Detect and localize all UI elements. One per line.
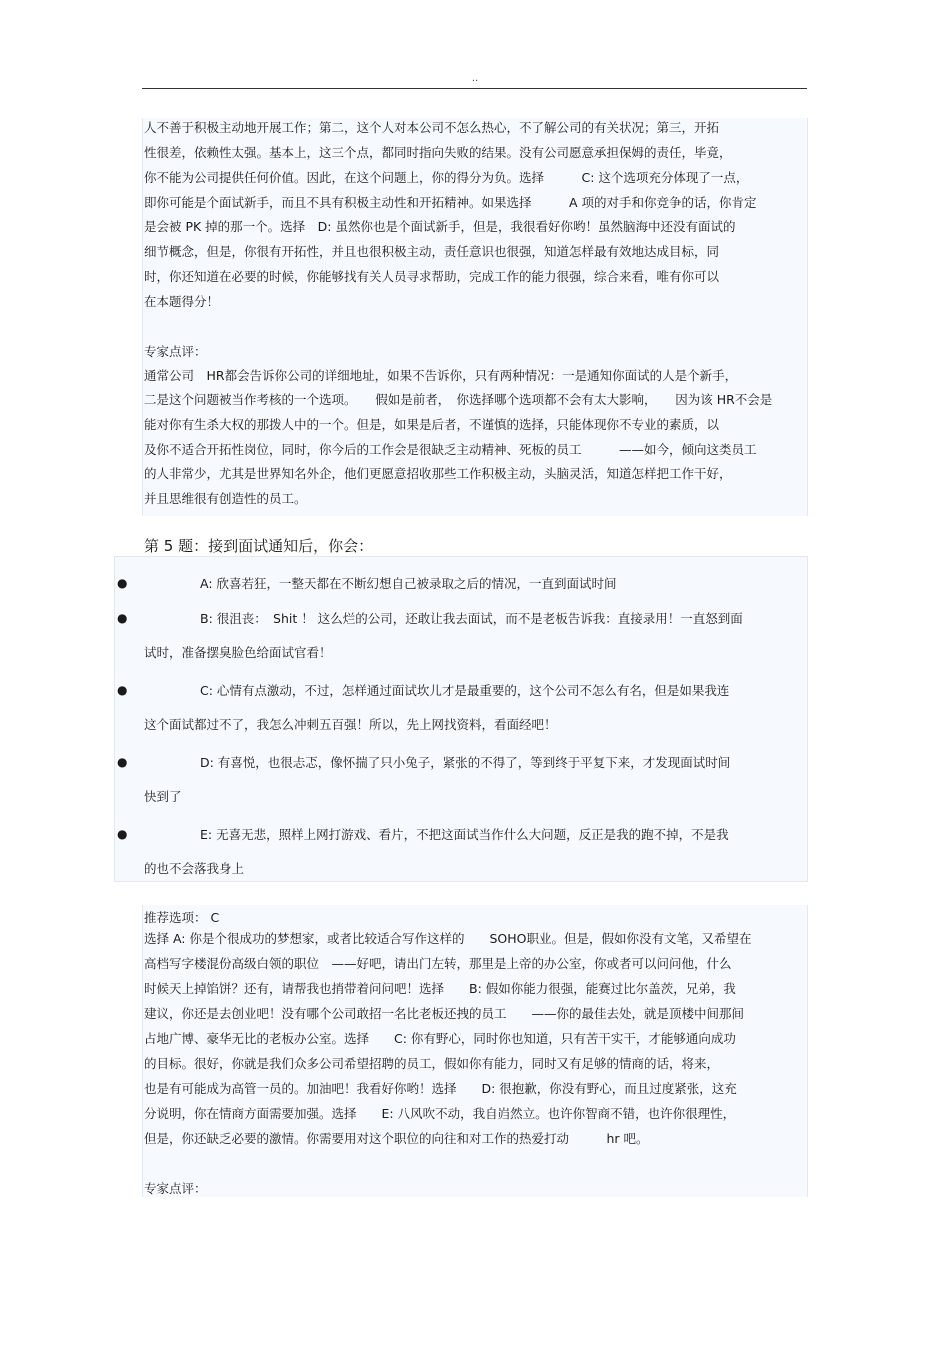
expert-comment-label: 专家点评： (144, 344, 207, 359)
option-d-continuation: 快到了 (144, 789, 182, 804)
bullet-icon: ● (117, 683, 128, 697)
analysis-line: 即你可能是个面试新手，而且不具有积极主动性和开拓精神。如果选择 A 项的对手和你竞争的话，你肯定 (144, 195, 757, 210)
recommendation-line: 也是有可能成为高管一员的。加油吧！我看好你哟！选择 D: 很抱歉，你没有野心，而且过度紧张，这充 (144, 1081, 737, 1096)
expert-comment-line: 能对你有生杀大权的那拨人中的一个。但是，如果是后者，不谨慎的选择，只能体现你不专业的素质，以 (144, 417, 720, 432)
recommendation-line: 的目标。很好，你就是我们众多公司希望招聘的员工，假如你有能力，同时又有足够的情商的话，将来， (144, 1056, 720, 1071)
option-b-text: B: 很沮丧： Shit ！ 这么烂的公司，还敢让我去面试，而不是老板告诉我：直接录用！一直怒到面 (200, 611, 743, 626)
header-rule (142, 88, 807, 89)
analysis-line: 细节概念，但是，你很有开拓性，并且也很积极主动，责任意识也很强，知道怎样最有效地达成目标，同 (144, 244, 720, 259)
bullet-icon: ● (117, 576, 128, 590)
bullet-icon: ● (117, 827, 128, 841)
question-title: 第 5 题：接到面试通知后，你会： (144, 537, 374, 555)
option-e-continuation: 的也不会落我身上 (144, 861, 245, 876)
recommendation-line: 高档写字楼混份高级白领的职位 ——好吧，请出门左转，那里是上帝的办公室，你或者可以问问他，什么 (144, 956, 732, 971)
bullet-icon: ● (117, 611, 128, 625)
recommendation-line: 选择 A: 你是个很成功的梦想家，或者比较适合写作这样的 SOHO职业。但是，假如你没有文笔，又希望在 (144, 931, 752, 946)
option-e-text: E: 无喜无悲，照样上网打游戏、看片，不把这面试当作什么大问题，反正是我的跑不掉，不是我 (200, 827, 729, 842)
option-b-continuation: 试时，准备摆臭脸色给面试官看！ (144, 645, 332, 660)
recommendation-block (142, 905, 808, 1197)
option-c-continuation: 这个面试都过不了，我怎么冲刺五百强！所以，先上网找资料，看面经吧！ (144, 717, 557, 732)
analysis-line: 你不能为公司提供任何价值。因此，在这个问题上，你的得分为负。选择 C: 这个选项充分体现了一点， (144, 170, 749, 185)
expert-comment-line: 的人非常少，尤其是世界知名外企，他们更愿意招收那些工作积极主动，头脑灵活，知道怎样把工作干好， (144, 466, 732, 481)
option-d-text: D: 有喜悦，也很忐忑，像怀揣了只小兔子，紧张的不得了，等到终于平复下来，才发现面试时间 (200, 755, 731, 770)
analysis-line: 是会被 PK 掉的那一个。选择 D: 虽然你也是个面试新手，但是，我很看好你哟！虽然脑海中还没有面试的 (144, 219, 736, 234)
expert-comment-line: 并且思维很有创造性的员工。 (144, 491, 307, 506)
recommendation-line: 时候天上掉馅饼？还有，请帮我也捎带着问问吧！选择 B: 假如你能力很强，能赛过比尔盖茨，兄弟，我 (144, 981, 736, 996)
expert-comment-line: 及你不适合开拓性岗位，同时，你今后的工作会是很缺乏主动精神、死板的员工 ——如今，倾向这类员工 (144, 442, 757, 457)
recommendation-line: 占地广博、豪华无比的老板办公室。选择 C: 你有野心，同时你也知道，只有苦干实干，才能够通向成功 (144, 1031, 736, 1046)
analysis-line: 在本题得分！ (144, 294, 220, 309)
expert-comment-label: 专家点评： (144, 1181, 207, 1196)
recommendation-line: 建议，你还是去创业吧！没有哪个公司敢招一名比老板还拽的员工 ——你的最佳去处，就是顶楼中间那间 (144, 1006, 745, 1021)
analysis-line: 人不善于积极主动地开展工作；第二，这个人对本公司不怎么热心，不了解公司的有关状况；第三，开拓 (144, 120, 720, 135)
analysis-line: 时，你还知道在必要的时候，你能够找有关人员寻求帮助，完成工作的能力很强，综合来看，唯有你可以 (144, 269, 720, 284)
recommendation-line: 分说明，你在情商方面需要加强。选择 E: 八风吹不动，我自岿然立。也许你智商不错，也许你很理性， (144, 1106, 736, 1121)
option-a-text: A: 欣喜若狂，一整天都在不断幻想自己被录取之后的情况，一直到面试时间 (200, 576, 617, 591)
analysis-line: 性很差，依赖性太强。基本上，这三个点，都同时指向失败的结果。没有公司愿意承担保姆的责任，毕竟， (144, 145, 732, 160)
recommendation-line: 但是，你还缺乏必要的激情。你需要用对这个职位的向往和对工作的热爱打动 hr 吧。 (144, 1131, 649, 1146)
bullet-icon: ● (117, 755, 128, 769)
recommended-option: 推荐选项： C (144, 910, 220, 925)
expert-comment-line: 二是这个问题被当作考核的一个选项。 假如是前者， 你选择哪个选项都不会有太大影响， 因为该 HR不会是 (144, 392, 773, 407)
expert-comment-line: 通常公司 HR都会告诉你公司的详细地址，如果不告诉你，只有两种情况：一是通知你面试的人是个新手， (144, 368, 738, 383)
option-c-text: C: 心情有点激动，不过，怎样通过面试坎儿才是最重要的，这个公司不怎么有名，但是如果我连 (200, 683, 730, 698)
page-header-mark: .. (471, 73, 479, 84)
